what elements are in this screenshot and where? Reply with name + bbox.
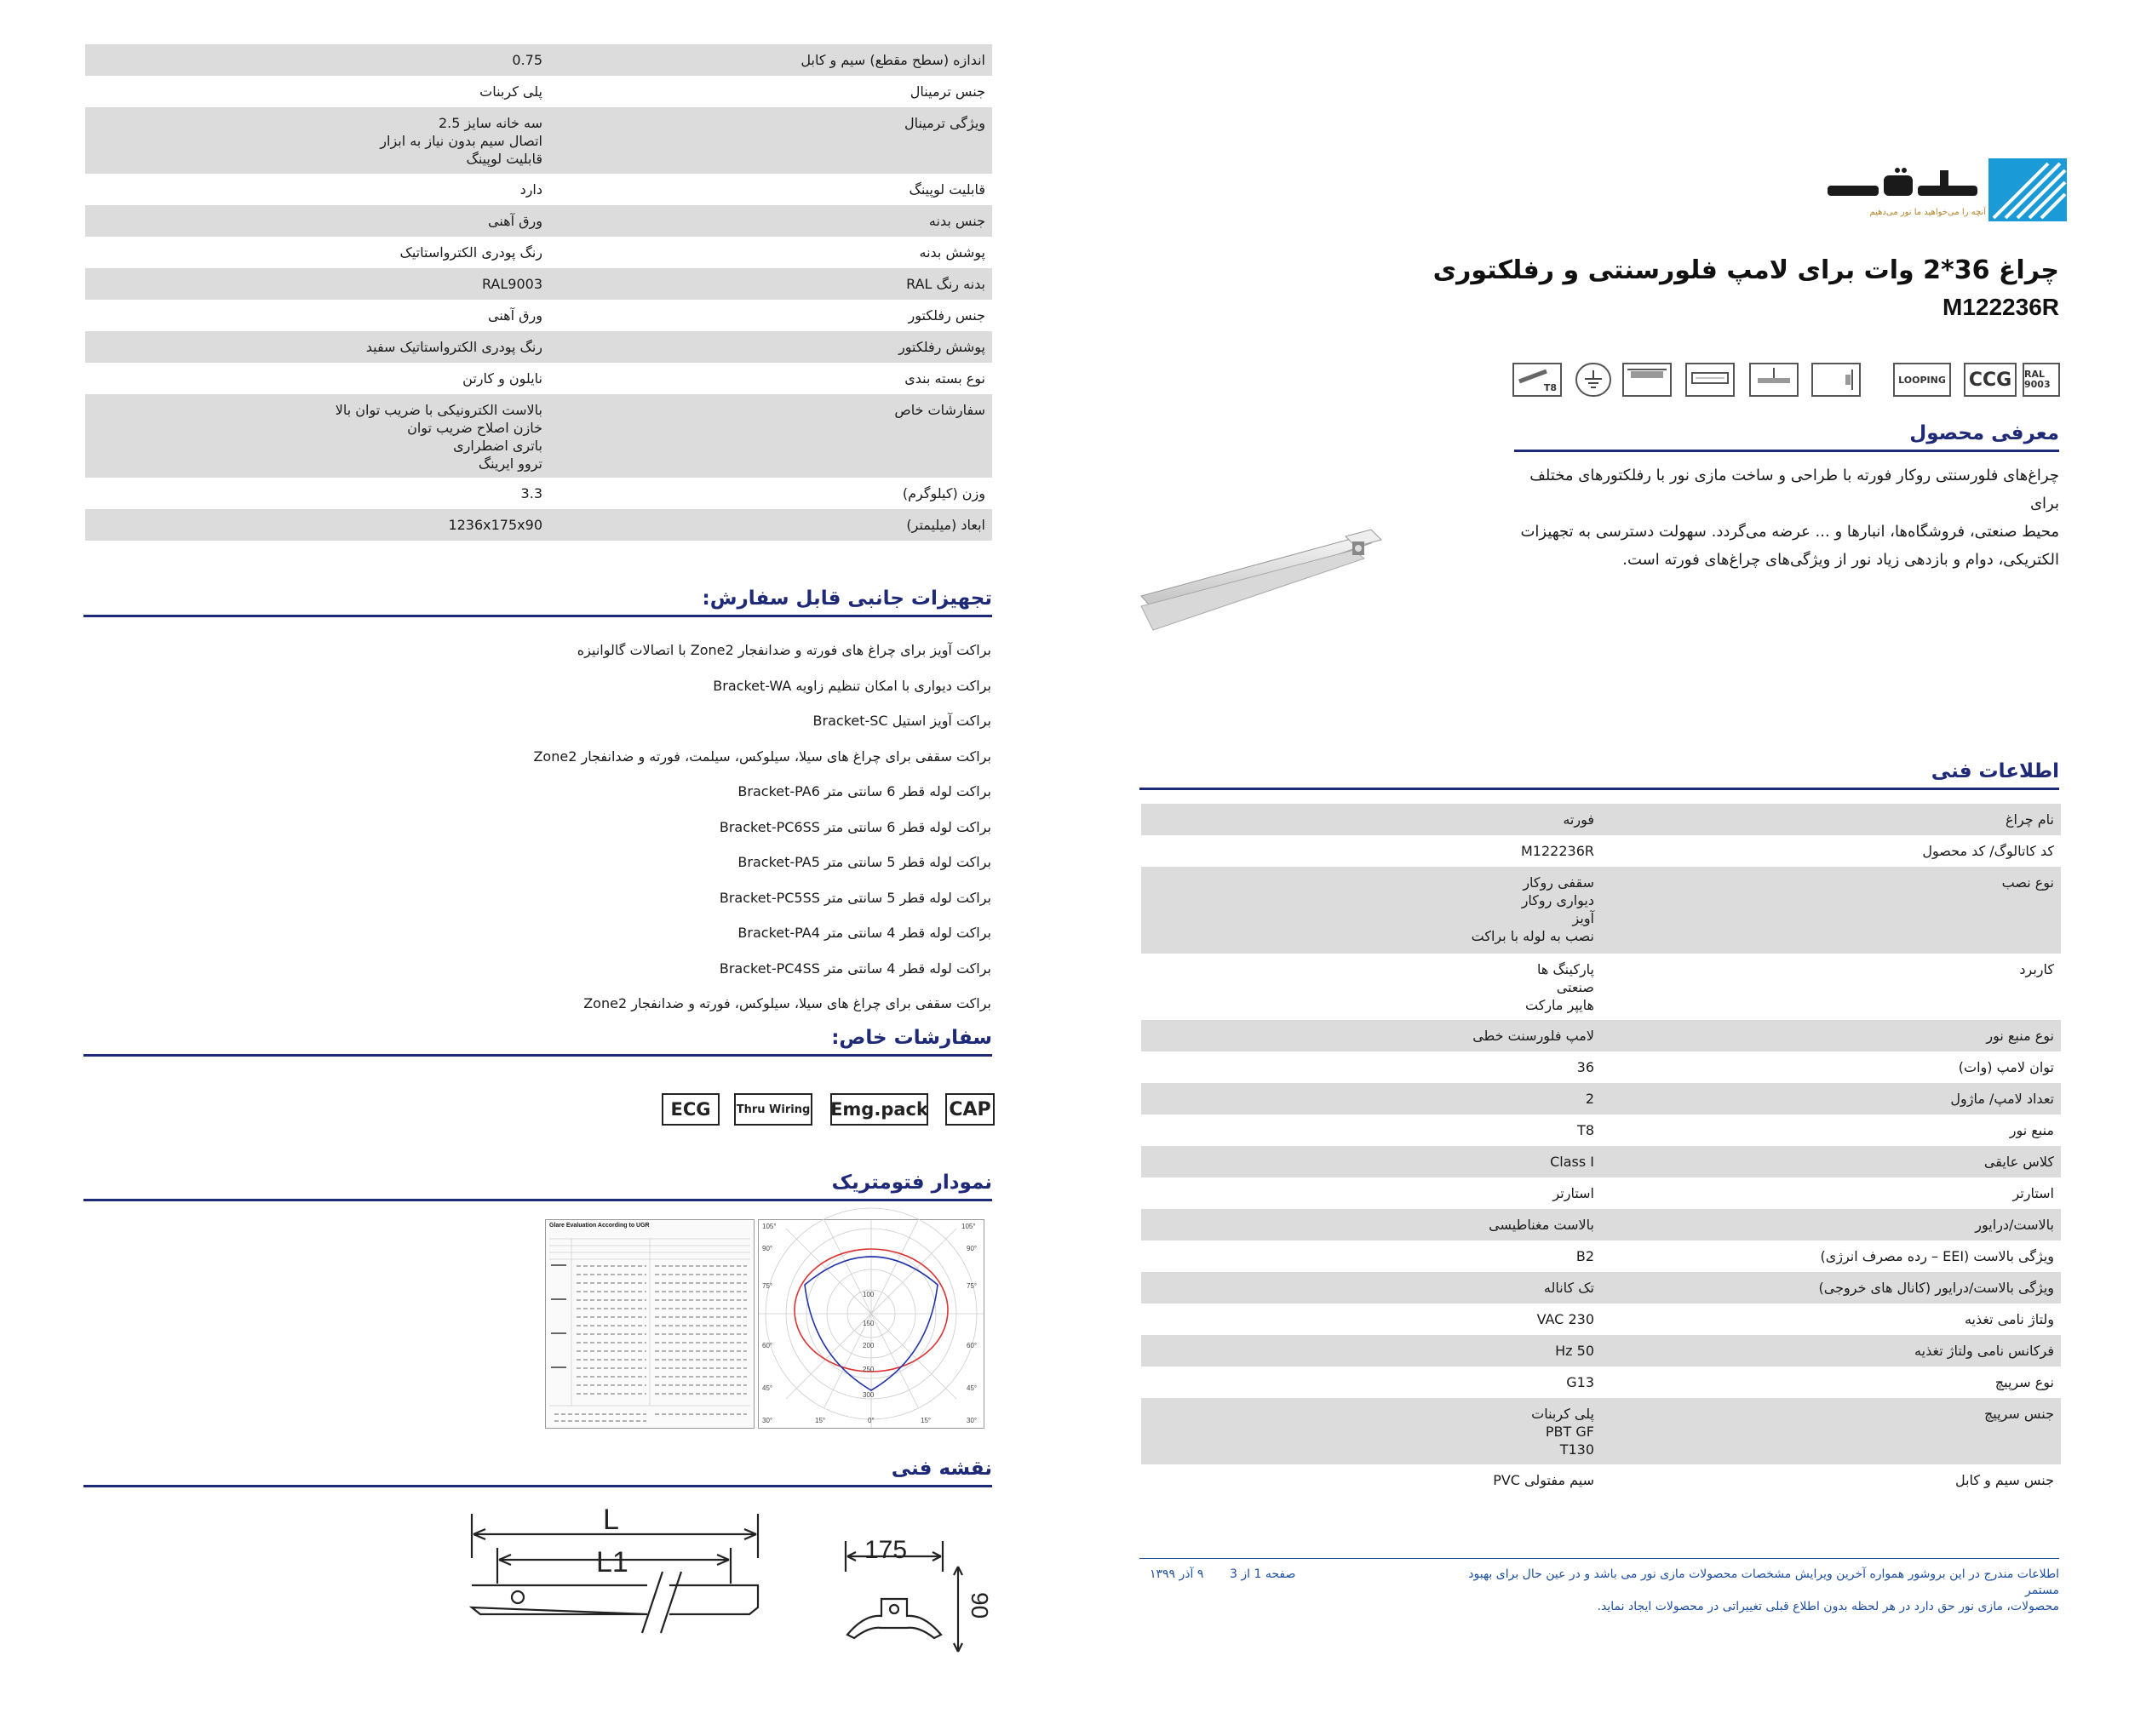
spec-row xyxy=(1141,1209,2061,1240)
intro-title: معرفی محصول xyxy=(1514,422,2059,452)
spec-label: کاربرد xyxy=(2019,961,2054,977)
spec-value xyxy=(85,51,542,76)
pendant-icon xyxy=(1749,363,1799,397)
spec-row xyxy=(1141,1020,2061,1051)
polar-label: 60° xyxy=(967,1342,978,1349)
product-image xyxy=(1141,521,1448,649)
spec-value xyxy=(1141,1342,1594,1366)
brand-wordmark-shape xyxy=(1821,167,1986,204)
accessory-item: براکت لوله قطر 6 سانتی متر Bracket-PA6 xyxy=(737,783,991,799)
spec-label: نوع نصب xyxy=(2001,874,2054,891)
accessory-item: براکت لوله قطر 5 سانتی متر Bracket-PA5 xyxy=(737,854,991,870)
polar-diagram-svg xyxy=(759,1220,984,1428)
polar-label: 30° xyxy=(967,1417,978,1424)
spec-row xyxy=(1141,1464,2061,1496)
spec-value xyxy=(85,243,542,268)
spec-label: جنس سرپیچ xyxy=(1983,1406,2054,1422)
spec-value-line: 1236x175x90 xyxy=(448,517,542,533)
polar-scale: 300 xyxy=(863,1391,875,1399)
spec-value-line: بالاست الکترونیکی با ضریب توان بالا xyxy=(335,402,542,418)
spec-value xyxy=(1141,1471,1594,1496)
spec-row xyxy=(85,331,992,363)
ugr-table-title: Glare Evaluation According to UGR xyxy=(549,1223,650,1229)
polar-scale: 100 xyxy=(863,1291,875,1298)
spec-value-line: لامپ فلورسنت خطی xyxy=(1472,1028,1594,1044)
end-view-drawing xyxy=(839,1533,993,1660)
spec-value xyxy=(1141,1216,1594,1240)
spec-label: نام چراغ xyxy=(2005,811,2054,828)
spec-value-line: RAL9003 xyxy=(481,276,542,292)
spec-value-line: 2 xyxy=(1585,1091,1594,1107)
spec-value-line: PBT GF xyxy=(1545,1424,1594,1440)
spec-label: بدنه رنگ RAL xyxy=(906,276,985,292)
spec-value xyxy=(1141,1027,1594,1051)
spec-row xyxy=(1141,1398,2061,1464)
spec-value-line: صنعتی xyxy=(1556,979,1594,995)
spec-label: پوشش رفلکتور xyxy=(898,339,985,355)
spec-value-line: بالاست مغناطیسی xyxy=(1489,1217,1594,1233)
spec-value xyxy=(85,83,542,107)
spec-label: ویژگی بالاست (EEI – رده مصرف انرژی) xyxy=(1820,1248,2054,1264)
emg-pack-badge: Emg.pack xyxy=(830,1093,928,1126)
spec-value xyxy=(85,114,542,174)
spec-value xyxy=(1141,1121,1594,1146)
spec-value-line: پلی کربنات xyxy=(1531,1406,1594,1422)
polar-label: 15° xyxy=(921,1417,932,1424)
cap-badge: CAP xyxy=(945,1093,995,1126)
accessories-title: تجهیزات جانبی قابل سفارش: xyxy=(83,587,992,617)
spec-row xyxy=(1141,1240,2061,1272)
spec-value-line: استارتر xyxy=(1552,1185,1594,1201)
spec-value-line: ورق آهنی xyxy=(488,213,542,229)
ground-icon xyxy=(1575,363,1611,397)
spec-value xyxy=(1141,1310,1594,1335)
spec-value-line: باتری اضطراری xyxy=(453,438,542,454)
polar-label: 15° xyxy=(815,1417,826,1424)
drawing-label-l1: L1 xyxy=(596,1546,628,1578)
spec-label: جنس بدنه xyxy=(928,213,985,229)
spec-row xyxy=(85,478,992,509)
surface-mount-icon xyxy=(1811,363,1861,397)
spec-row xyxy=(1141,1335,2061,1366)
accessory-item: براکت آویز برای چراغ های فورته و ضدانفجار Zone2 با اتصالات گالوانیزه xyxy=(577,642,991,658)
drawing-label-height: 90 xyxy=(967,1592,993,1619)
spec-label: بالاست/درایور xyxy=(1975,1217,2054,1233)
spec-value-line: 50 Hz xyxy=(1555,1343,1594,1359)
spec-value xyxy=(85,370,542,394)
looping-icon: LOOPING xyxy=(1893,363,1951,397)
spec-label: استارتر xyxy=(2012,1185,2054,1201)
spec-row xyxy=(1141,1051,2061,1083)
spec-row xyxy=(1141,1114,2061,1146)
polar-scale: 200 xyxy=(863,1342,875,1349)
spec-row xyxy=(85,300,992,331)
spec-value-line: نصب به لوله با براکت xyxy=(1471,928,1594,944)
spec-row xyxy=(85,107,992,174)
polar-label: 30° xyxy=(762,1417,773,1424)
spec-row xyxy=(1141,1146,2061,1177)
spec-value-line: 230 VAC xyxy=(1536,1311,1594,1327)
spec-label: جنس ترمینال xyxy=(910,83,985,100)
page-info: صفحه 1 از 3 xyxy=(1230,1567,1296,1581)
spec-label: کلاس عایقی xyxy=(1983,1154,2054,1170)
spec-value xyxy=(85,484,542,509)
spec-value xyxy=(85,516,542,541)
polar-label: 45° xyxy=(967,1384,978,1392)
spec-row xyxy=(1141,804,2061,835)
ceiling-mount-icon xyxy=(1622,363,1672,397)
spec-value xyxy=(1141,1247,1594,1272)
product-code: M122236R xyxy=(1942,294,2059,320)
polar-scale: 250 xyxy=(863,1366,875,1373)
spec-label: فرکانس نامی ولتاژ تغذیه xyxy=(1914,1343,2054,1359)
spec-value-line: T130 xyxy=(1559,1441,1594,1458)
spec-value-line: پلی کربنات xyxy=(479,83,542,100)
left-spec-table xyxy=(85,44,992,541)
spec-value xyxy=(1141,842,1594,867)
spec-label: قابلیت لوپینگ xyxy=(909,181,985,198)
accessory-item: براکت لوله قطر 4 سانتی متر Bracket-PC4SS xyxy=(719,960,991,977)
spec-label: توان لامپ (وات) xyxy=(1958,1059,2054,1075)
right-spec-table xyxy=(1141,804,2061,1496)
spec-value-line: فورته xyxy=(1563,811,1594,828)
spec-value xyxy=(1141,874,1594,954)
thru-wiring-badge: Thru Wiring xyxy=(734,1093,812,1126)
accessory-item: براکت سقفی برای چراغ های سیلا، سیلوکس، فورته و ضدانفجار Zone2 xyxy=(583,995,991,1011)
spec-value xyxy=(85,212,542,237)
spec-value-line: رنگ پودری الکترواستاتیک سفید xyxy=(365,339,542,355)
brand-tagline: آنچه را می‌خواهید ما نور می‌دهیم xyxy=(1869,208,1986,217)
spec-row xyxy=(85,237,992,268)
accessory-item: براکت لوله قطر 6 سانتی متر Bracket-PC6SS xyxy=(719,818,991,835)
spec-row xyxy=(1141,1366,2061,1398)
spec-label: سفارشات خاص xyxy=(894,402,985,418)
drawing-label-width: 175 xyxy=(864,1536,908,1564)
product-title: چراغ 36*2 وات برای لامپ فلورسنتی و رفلکتوری xyxy=(1432,255,2059,285)
spec-value-line: T8 xyxy=(1577,1122,1594,1138)
accessory-list xyxy=(140,633,991,1022)
spec-value-line: نایلون و کارتن xyxy=(462,370,542,387)
spec-label: ویژگی ترمینال xyxy=(904,115,985,131)
ugr-table xyxy=(545,1219,755,1429)
ugr-table-grid xyxy=(546,1235,754,1428)
spec-row xyxy=(85,76,992,107)
spec-row xyxy=(1141,1272,2061,1303)
spec-value xyxy=(1141,1279,1594,1303)
accessory-item: براکت لوله قطر 4 سانتی متر Bracket-PA4 xyxy=(737,925,991,941)
spec-value-line: تک کاناله xyxy=(1543,1280,1594,1296)
spec-value xyxy=(1141,1058,1594,1083)
spec-value-line: آویز xyxy=(1572,910,1594,926)
spec-value-line: B2 xyxy=(1575,1248,1594,1264)
publish-date: ۹ آذر ۱۳۹۹ xyxy=(1150,1567,1204,1581)
spec-label: پوشش بدنه xyxy=(919,244,985,261)
spec-value-line: سیم مفتولی PVC xyxy=(1493,1472,1594,1488)
spec-row xyxy=(85,268,992,300)
spec-value xyxy=(85,338,542,363)
polar-label: 90° xyxy=(762,1245,773,1252)
brand-wordmark xyxy=(1821,167,1986,221)
spec-value-line: هایپر مارکت xyxy=(1524,997,1594,1013)
spec-value-line: خازن اصلاح ضریب توان xyxy=(407,420,542,436)
polar-label: 0° xyxy=(868,1417,875,1424)
spec-value-line: رنگ پودری الکترواستاتیک xyxy=(399,244,542,261)
spec-value-line: 36 xyxy=(1576,1059,1594,1075)
polar-label: 90° xyxy=(967,1245,978,1252)
spec-row xyxy=(1141,867,2061,954)
polar-label: 45° xyxy=(762,1384,773,1392)
spec-label: ویژگی بالاست/درایور (کانال های خروجی) xyxy=(1818,1280,2054,1296)
spec-row xyxy=(1141,1083,2061,1114)
spec-label: نوع سرپیچ xyxy=(1994,1374,2054,1390)
spec-value-line: قابلیت لوپینگ xyxy=(466,151,542,167)
polar-diagram xyxy=(758,1219,984,1429)
spec-label: کد کاتالوگ/ کد محصول xyxy=(1922,843,2054,859)
spec-value-line: پارکینگ ها xyxy=(1536,961,1594,977)
t8-lamp-icon: T8 xyxy=(1512,363,1562,397)
spec-row xyxy=(1141,1303,2061,1335)
photometric-title: نمودار فتومتریک xyxy=(83,1172,992,1201)
spec-label: تعداد لامپ/ ماژول xyxy=(1950,1091,2054,1107)
spec-label: نوع بسته بندی xyxy=(904,370,985,387)
spec-value xyxy=(1141,1373,1594,1398)
spec-value-line: سه خانه سایز 2.5 xyxy=(438,115,542,131)
spec-value xyxy=(1141,960,1594,1020)
spec-value-line: M122236R xyxy=(1521,843,1594,859)
polar-scale: 150 xyxy=(863,1320,875,1327)
accessory-item: براکت دیواری با امکان تنظیم زاویه Bracket-WA xyxy=(713,677,991,694)
spec-row xyxy=(85,174,992,205)
brand-logo xyxy=(1988,158,2067,221)
spec-value xyxy=(85,307,542,331)
ccg-icon: CCG xyxy=(1964,363,2017,397)
spec-value-line: Class I xyxy=(1550,1154,1594,1170)
ecg-badge: ECG xyxy=(662,1093,720,1126)
special-orders-title: سفارشات خاص: xyxy=(83,1027,992,1057)
polar-label: 105° xyxy=(762,1223,777,1230)
spec-label: ولتاژ نامی تغذیه xyxy=(1964,1311,2054,1327)
spec-value xyxy=(1141,1090,1594,1114)
ral-9003-icon: RAL 9003 xyxy=(2023,363,2060,397)
spec-value xyxy=(85,401,542,478)
spec-value-line: سقفی روکار xyxy=(1523,874,1594,891)
spec-value xyxy=(1141,811,1594,835)
spec-value xyxy=(1141,1184,1594,1209)
logo-mark-icon xyxy=(1988,158,2067,221)
spec-label: اندازه (سطح مقطع) سیم و کابل xyxy=(801,52,985,68)
intro-text: چراغ‌های فلورسنتی روکار فورته با طراحی و ساخت مازی نور با رفلکتورهای مختلف برای محیط صنعتی، فروشگاه‌ها، انبارها و ... عرضه می‌گردد. سهولت دسترسی به تجهیزات الکتریکی، دوام و بازدهی زیاد نور از ویژگی‌های چراغ‌های فورته است. xyxy=(1520,467,2059,569)
drawing-label-l: L xyxy=(603,1504,619,1536)
spec-value xyxy=(1141,1405,1594,1464)
technical-drawing-title: نقشه فنی xyxy=(83,1458,992,1487)
pipe-mount-icon xyxy=(1685,363,1735,397)
spec-label: ابعاد (میلیمتر) xyxy=(906,517,985,533)
accessory-item: براکت آویز استیل Bracket-SC xyxy=(812,713,991,729)
spec-value-line: دارد xyxy=(519,181,542,198)
spec-value-line: تروو ایرینگ xyxy=(478,455,542,472)
right-page xyxy=(1064,0,2129,1736)
spec-value-line: دیواری روکار xyxy=(1521,892,1594,908)
spec-row xyxy=(85,205,992,237)
spec-value xyxy=(85,180,542,205)
polar-label: 105° xyxy=(961,1223,976,1230)
accessory-item: براکت لوله قطر 5 سانتی متر Bracket-PC5SS xyxy=(719,889,991,906)
footer-rule xyxy=(1139,1558,2059,1559)
side-view-drawing xyxy=(460,1504,775,1652)
spec-label: نوع منبع نور xyxy=(1986,1028,2054,1044)
spec-row xyxy=(85,509,992,541)
spec-row xyxy=(1141,835,2061,867)
polar-label: 75° xyxy=(762,1282,773,1290)
spec-row xyxy=(1141,954,2061,1020)
spec-row xyxy=(85,394,992,478)
polar-label: 75° xyxy=(967,1282,978,1290)
spec-row xyxy=(85,363,992,394)
spec-value xyxy=(85,275,542,300)
left-page xyxy=(0,0,1064,1736)
footer-note: اطلاعات مندرج در این بروشور همواره آخرین ویرایش مشخصات محصولات مازی نور می باشد و در عین حال برای بهبود مستمر محصولات، مازی نور حق دارد در هر لحظه بدون اطلاع قبلی تغییراتی در محصولات ایجاد نماید. xyxy=(1468,1567,2059,1613)
spec-label: وزن (کیلوگرم) xyxy=(902,485,985,501)
spec-value-line: ورق آهنی xyxy=(488,307,542,324)
spec-value-line: اتصال سیم بدون نیاز به ابزار xyxy=(380,133,542,149)
spec-value-line: 3.3 xyxy=(520,485,542,501)
accessory-item: براکت سقفی برای چراغ های سیلا، سیلوکس، سیلمت، فورته و ضدانفجار Zone2 xyxy=(533,748,991,765)
spec-label: منبع نور xyxy=(2009,1122,2054,1138)
spec-value xyxy=(1141,1153,1594,1177)
spec-label: جنس سیم و کابل xyxy=(1954,1472,2054,1488)
polar-label: 60° xyxy=(762,1342,773,1349)
spec-value-line: G13 xyxy=(1566,1374,1594,1390)
spec-row xyxy=(1141,1177,2061,1209)
spec-label: جنس رفلکتور xyxy=(908,307,985,324)
spec-value-line: 0.75 xyxy=(512,52,542,68)
tech-title: اطلاعات فنی xyxy=(1139,760,2059,790)
spec-row xyxy=(85,44,992,76)
